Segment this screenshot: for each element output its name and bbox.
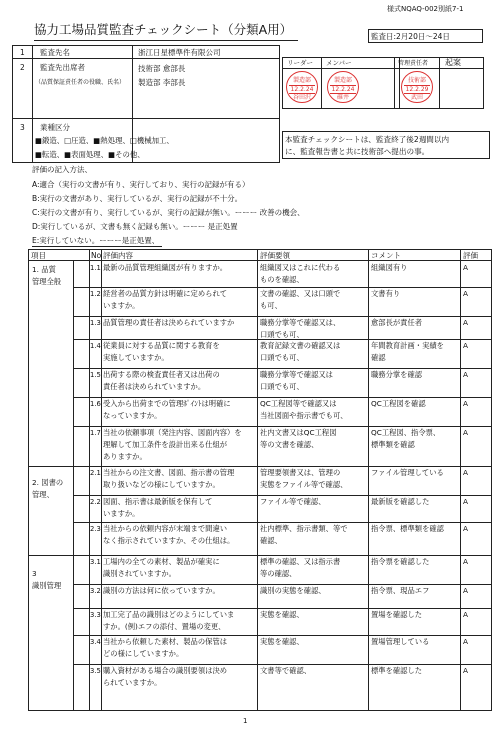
row-method: 教育記録文書の確認又は 口頭でも可、 xyxy=(260,341,341,362)
row-no: 3.5 xyxy=(90,667,101,675)
row-grade: A xyxy=(463,586,468,595)
row-content: 購入資材がある場合の識別要領は決め られていますか。 xyxy=(103,666,228,687)
row-comment: 文書有り xyxy=(371,289,401,298)
leader-label: リーダー xyxy=(287,59,313,67)
row-content: 当社から依頼した素材、製品の保管は どの様にしていますか。 xyxy=(103,637,228,658)
info-no-3: 3 xyxy=(20,123,25,132)
criteria-d: D:実行しているが、文書も無く記録も無い。ーーー 是正処置 xyxy=(32,222,238,231)
header-no: No xyxy=(91,251,102,260)
row-method: 職務分掌等で確認又は、 口頭でも可、 xyxy=(260,318,341,339)
row-content: 工場内の全ての素材、製品が確実に 識別されていますか。 xyxy=(103,557,220,578)
row-comment: QC工程図、指令票、 標準類を確認 xyxy=(371,428,441,449)
criteria-c: C:実行の文書が有り、実行しているが、実行の記録が無い。ーーー 改善の機会、 xyxy=(32,208,305,217)
row-no: 2.3 xyxy=(90,525,101,533)
info-label-attendees: 監査先出席者 xyxy=(40,63,85,72)
info-no-2: 2 xyxy=(20,63,25,72)
row-method: 標準の確認、又は指示書 等の確認、 xyxy=(260,557,341,578)
row-no: 1.3 xyxy=(90,319,101,327)
row-grade: A xyxy=(463,557,468,566)
audit-date: 監査日:2月20日～24日 xyxy=(371,32,450,41)
info-industry-line-2: ■転造、■表面処理、■その他、 xyxy=(35,150,145,159)
form-number: 様式NQAQ-002別紙7-1 xyxy=(387,5,464,13)
stamp-leader: 製造部 12.2.24 谷田沢 xyxy=(286,71,318,103)
row-content: 図面、指示書は最新版を保有して いますか。 xyxy=(103,497,213,518)
info-attendee-1: 技術部 愈部長 xyxy=(138,64,186,73)
row-comment: 愈部長が責任者 xyxy=(371,318,423,327)
row-grade: A xyxy=(463,263,468,272)
row-content: 当社の依頼事項（発注内容、図面内容）を 理解して加工条件を設計出来る仕組が ありますか。 xyxy=(103,428,242,461)
row-grade: A xyxy=(463,468,468,477)
row-grade: A xyxy=(463,428,468,437)
row-grade: A xyxy=(463,610,468,619)
info-value-auditee: 浙江日星標準件有限公司 xyxy=(138,48,221,57)
row-method: 組織図又はこれに代わる ものを確認、 xyxy=(260,263,341,284)
row-method: 管理要領書又は、管理の 実態をファイル等で確認、 xyxy=(260,468,348,489)
row-method: 社内文書又はQC工程図 等の文書を確認、 xyxy=(260,428,337,449)
row-content: 受入から出荷までの管理ﾎﾟｲﾝﾄは明確に なっていますか。 xyxy=(103,399,231,420)
row-grade: A xyxy=(463,318,468,327)
row-no: 3.3 xyxy=(90,611,101,619)
info-label-auditee: 監査先名 xyxy=(40,48,70,57)
draft-label: 起案 xyxy=(445,58,461,67)
header-grade: 評価 xyxy=(463,251,478,260)
row-method: 実態を確認、 xyxy=(260,637,304,646)
stamp-manager: 技術部 12.2.29 武田 xyxy=(401,71,433,103)
row-content: 従業員に対する品質に関する教育を 実施していますか。 xyxy=(103,341,220,362)
criteria-title: 評価の記入方法、 xyxy=(32,165,92,174)
row-grade: A xyxy=(463,289,468,298)
header-content: 評価内容 xyxy=(103,251,133,260)
row-method: 識別の実態を確認、 xyxy=(260,586,326,595)
row-comment: 最新版を確認した xyxy=(371,497,430,506)
row-method: 文書の確認、又は口頭で も可、 xyxy=(260,289,341,310)
row-no: 1.1 xyxy=(90,264,101,272)
row-grade: A xyxy=(463,370,468,379)
notice-box xyxy=(282,131,490,159)
manager-label: 管理責任者 xyxy=(398,60,429,67)
row-method: 実態を確認、 xyxy=(260,610,304,619)
info-no-1: 1 xyxy=(20,48,25,57)
row-grade: A xyxy=(463,666,468,675)
header-item: 項目 xyxy=(31,251,46,260)
stamp-member: 製造部 12.2.24 碓井 xyxy=(327,71,359,103)
page-title: 協力工場品質監査チェックシート（分類A用） xyxy=(34,22,293,37)
row-comment: 置場を確認した xyxy=(371,610,423,619)
approval-stamps xyxy=(282,57,400,109)
row-comment: QC工程図を確認 xyxy=(371,399,426,408)
manager-stamps xyxy=(394,57,484,109)
row-no: 1.6 xyxy=(90,400,101,408)
row-grade: A xyxy=(463,497,468,506)
row-comment: 置場管理している xyxy=(371,637,430,646)
group-quality: 1. 品質 管理全般 xyxy=(32,265,62,286)
row-method: ファイル等で確認、 xyxy=(260,497,326,506)
group-identification: 3 識別管理 xyxy=(32,569,62,590)
header-comment: コメント xyxy=(371,251,401,260)
info-table xyxy=(12,45,280,163)
row-comment: ファイル管理している xyxy=(371,468,444,477)
row-no: 3.2 xyxy=(90,587,101,595)
row-content: 識別の方法は何に依っていますか。 xyxy=(103,586,220,595)
row-method: 職務分掌等で確認又は 口頭でも可、 xyxy=(260,370,333,391)
audit-date-box xyxy=(368,29,483,43)
row-grade: A xyxy=(463,637,468,646)
row-no: 1.5 xyxy=(90,371,101,379)
criteria-a: A:適合（実行の文書が有り、実行しており、実行の記録が有る） xyxy=(32,180,250,189)
row-grade: A xyxy=(463,341,468,350)
info-attendee-2: 製造部 李部長 xyxy=(138,78,186,87)
row-content: 最新の品質管理組織図が有りますか。 xyxy=(103,263,228,272)
row-method: 社内標準、指示書類、等で 確認、 xyxy=(260,524,348,545)
row-content: 品質管理の責任者は決められていますか xyxy=(103,318,235,327)
row-no: 3.4 xyxy=(90,638,101,646)
row-no: 3.1 xyxy=(90,558,101,566)
row-method: 文書等で確認、 xyxy=(260,666,312,675)
row-content: 出荷する際の検査責任者又は出荷の 責任者は決められていますか。 xyxy=(103,370,220,391)
row-comment: 年間教育計画・実績を 確認 xyxy=(371,341,444,362)
row-grade: A xyxy=(463,399,468,408)
notice-line-2: に、監査報告書と共に技術部へ提出の事。 xyxy=(285,147,430,156)
group-documents: 2. 図書の 管理、 xyxy=(32,478,64,499)
row-content: 加工完了品の識別はどのようにしていま すか。(例)エフの添付、置場の変更、 xyxy=(103,610,235,631)
row-comment: 指令票、現品エフ xyxy=(371,586,430,595)
row-no: 1.2 xyxy=(90,290,101,298)
criteria-b: B:実行の文書があり、実行しているが、実行の記録が不十分。 xyxy=(32,194,243,203)
member-label: メンバー xyxy=(326,59,352,67)
row-comment: 指令票、標準類を確認 xyxy=(371,524,444,533)
row-comment: 指令票を確認した xyxy=(371,557,430,566)
criteria-e: E:実行していない。ーーー是正処置、 xyxy=(32,236,160,245)
checklist-table xyxy=(28,249,492,711)
info-sublabel-attendees: （品質保証責任者の役職、氏名） xyxy=(35,79,126,86)
row-comment: 職務分掌を確認 xyxy=(371,370,423,379)
notice-line-1: 本監査チェックシートは、監査終了後2週間以内 xyxy=(285,135,450,144)
row-no: 1.7 xyxy=(90,429,101,437)
row-content: 当社からの注文書、図面、指示書の管理 取り扱いなどの様にしていますか。 xyxy=(103,468,235,489)
info-industry-line-1: ■鍛造、□圧造、■熱処理、□機械加工、 xyxy=(35,136,174,145)
title-underline xyxy=(34,40,298,41)
row-no: 2.2 xyxy=(90,498,101,506)
page-number: 1 xyxy=(243,717,248,725)
row-grade: A xyxy=(463,524,468,533)
header-method: 評価要領 xyxy=(260,251,290,260)
row-comment: 組織図有り xyxy=(371,263,408,272)
row-content: 経営者の品質方針は明確に定められて いますか。 xyxy=(103,289,228,310)
row-method: QC工程図等で確認又は 当社図面や指示書でも可、 xyxy=(260,399,348,420)
row-no: 2.1 xyxy=(90,469,101,477)
row-no: 1.4 xyxy=(90,342,101,350)
info-label-industry: 業種区分 xyxy=(40,123,70,132)
row-comment: 標準を確認した xyxy=(371,666,423,675)
row-content: 当社からの依頼内容が末端まで間違い なく指示されていますか、その仕組は。 xyxy=(103,524,235,545)
